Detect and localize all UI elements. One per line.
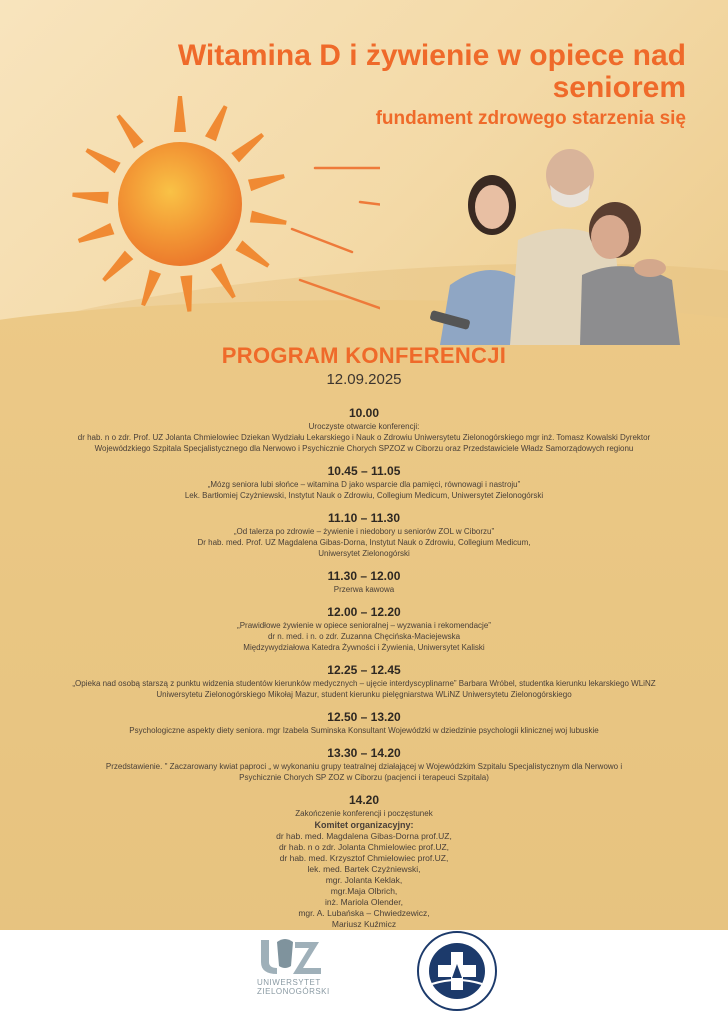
committee-member: dr hab. med. Krzysztof Chmielowiec prof.UZ, — [279, 853, 449, 863]
agenda-item — [0, 511, 728, 559]
organizing-committee — [0, 820, 728, 930]
agenda-text: Zakończenie konferencji i poczęstunek — [295, 809, 433, 818]
subtitle: fundament zdrowego starzenia się — [375, 108, 686, 129]
agenda-item — [0, 793, 728, 819]
committee-member: lek. med. Bartek Czyżniewski, — [307, 864, 421, 874]
university-logo — [255, 936, 345, 1006]
agenda-item — [0, 746, 728, 783]
agenda-text: Psychicznie Chorych SP ZOZ w Ciborzu (pacjenci i terapeuci Szpitala) — [239, 773, 489, 782]
uz-eagle-icon — [255, 936, 325, 976]
agenda-text: Przerwa kawowa — [333, 585, 395, 594]
committee-member: Mariusz Kuźmicz — [331, 919, 397, 929]
program-header — [0, 343, 728, 388]
agenda-text: Uroczyste otwarcie konferencji: — [308, 422, 420, 431]
agenda-text: Lek. Bartłomiej Czyżniewski, Instytut Nauk o Zdrowiu, Collegium Medicum, Uniwersytet Zielonogórski — [184, 491, 544, 500]
agenda-time: 11.30 – 12.00 — [327, 569, 401, 583]
agenda-text: Psychologiczne aspekty diety seniora. mgr Izabela Suminska Konsultant Wojewódzki w dziedzinie psychologii klinicznej woj lubuskie — [129, 726, 599, 735]
agenda-item — [0, 663, 728, 700]
agenda-time: 10.45 – 11.05 — [327, 464, 401, 478]
agenda-time: 14.20 — [348, 793, 380, 807]
agenda-list — [0, 406, 728, 829]
agenda-time: 12.25 – 12.45 — [327, 663, 401, 677]
agenda-item — [0, 605, 728, 653]
agenda-time: 12.50 – 13.20 — [327, 710, 401, 724]
agenda-time: 11.10 – 11.30 — [327, 511, 401, 525]
agenda-item — [0, 710, 728, 736]
committee-member: mgr. Jolanta Keklak, — [325, 875, 403, 885]
uz-logo-line-2: ZIELONOGÓRSKI — [257, 987, 330, 996]
program-heading: PROGRAM KONFERENCJI — [221, 343, 507, 368]
agenda-time: 10.00 — [348, 406, 380, 420]
agenda-text: „Od talerza po zdrowie – żywienie i niedobory u seniorów ZOL w Ciborzu” — [233, 527, 495, 536]
committee-member: dr hab. n o zdr. Jolanta Chmielowiec prof.UZ, — [278, 842, 450, 852]
agenda-item — [0, 464, 728, 501]
footer-logos — [0, 930, 728, 1024]
agenda-text: Wojewódzkiego Szpitala Specjalistycznego dla Nerwowo i Psychicznie Chorych SPZOZ w Ciborzu oraz Przedstawiciele Władz Samorządowych regionu — [94, 444, 634, 453]
committee-heading: Komitet organizacyjny: — [314, 820, 414, 830]
agenda-text: „Mózg seniora lubi słońce – witamina D jako wsparcie dla pamięci, równowagi i nastroju” — [207, 480, 521, 489]
agenda-text: Międzywydziałowa Katedra Żywności i Żywienia, Uniwersytet Kaliski — [243, 643, 485, 652]
agenda-text: „Prawidłowe żywienie w opiece senioralnej – wyzwania i rekomendacje” — [237, 621, 491, 630]
title-line-2: seniorem — [552, 71, 686, 104]
hospital-logo-icon — [416, 930, 498, 1012]
committee-member: mgr. A. Lubańska – Chwiedzewicz, — [298, 908, 430, 918]
uz-logo-line-1: UNIWERSYTET — [257, 978, 321, 987]
committee-member: mgr.Maja Olbrich, — [330, 886, 398, 896]
agenda-text: „Opieka nad osobą starszą z punktu widzenia studentów kierunków medycznych – ujęcie interdyscyplinarne” Barbara Wróbel, studentka kierunku lekarskiego WLiNZ — [72, 679, 656, 688]
agenda-text: Uniwersytet Zielonogórski — [318, 549, 410, 558]
agenda-text: Przedstawienie. " Zaczarowany kwiat paproci „ w wykonaniu grupy teatralnej działającej w Wojewódzkim Szpitalu Specjalistycznym dla Nerwowo i — [105, 762, 623, 771]
committee-member: dr hab. med. Magdalena Gibas-Dorna prof.UZ, — [276, 831, 452, 841]
sun-icon — [60, 82, 380, 322]
agenda-time: 12.00 – 12.20 — [327, 605, 401, 619]
people-photo — [410, 145, 690, 345]
committee-member: inż. Mariola Olender, — [325, 897, 403, 907]
agenda-text: dr n. med. i n. o zdr. Zuzanna Chęcińska-Maciejewska — [267, 632, 461, 641]
agenda-text: dr hab. n o zdr. Prof. UZ Jolanta Chmielowiec Dziekan Wydziału Lekarskiego i Nauk o Zdrowiu Uniwersytetu Zielonogórskiego mgr inż. Tomasz Kowalski Dyrektor — [77, 433, 651, 442]
agenda-time: 13.30 – 14.20 — [327, 746, 401, 760]
agenda-item — [0, 569, 728, 595]
agenda-text: Dr hab. med. Prof. UZ Magdalena Gibas-Dorna, Instytut Nauk o Zdrowiu, Collegium Medicum, — [197, 538, 531, 547]
agenda-item — [0, 406, 728, 454]
title-line-1: Witamina D i żywienie w opiece nad — [177, 39, 686, 72]
agenda-text: Uniwersytetu Zielonogórskiego Mikołaj Mazur, student kierunku pielęgniarstwa WLiNZ Uniwersytetu Zielonogórskiego — [156, 690, 572, 699]
conference-date: 12.09.2025 — [326, 371, 402, 388]
